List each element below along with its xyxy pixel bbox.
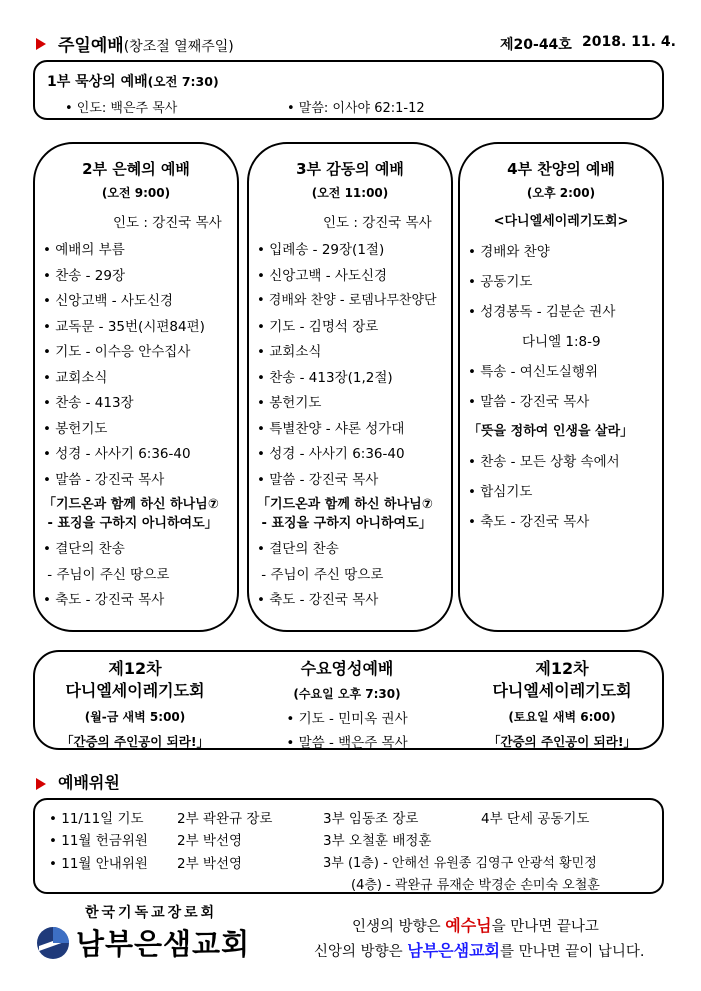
list-item: • 말씀 - 강진국 목사 bbox=[43, 471, 165, 488]
committee-cell: 3부 오철훈 배정훈 bbox=[323, 833, 432, 849]
list-item: • 찬송 - 29장 bbox=[43, 267, 126, 284]
sermon-title-line2: - 표징을 구하지 아니하여도」 bbox=[257, 516, 432, 531]
service4-box bbox=[458, 142, 664, 632]
list-item: • 봉헌기도 bbox=[43, 420, 108, 437]
list-item: • 찬송 - 413장 bbox=[43, 395, 134, 411]
header-title-group bbox=[58, 31, 234, 56]
list-item: • 결단의 찬송 bbox=[257, 541, 339, 557]
list-item: • 교독문 - 35번(시편84편) bbox=[43, 318, 205, 335]
list-item: • 경배와 찬양 - 로뎀나무찬양단 bbox=[257, 293, 437, 308]
committee-box bbox=[33, 798, 664, 894]
committee-cell: 2부 박선영 bbox=[177, 856, 243, 872]
list-item: - 주님이 주신 땅으로 bbox=[43, 566, 170, 583]
list-item: • 축도 - 강진국 목사 bbox=[257, 592, 379, 608]
motto-text: 인생의 방향은 bbox=[352, 919, 446, 935]
list-item: • 축도 - 강진국 목사 bbox=[468, 514, 590, 530]
committee-bullet bbox=[36, 775, 46, 794]
motto-highlight-jesus: 예수님 bbox=[445, 916, 492, 935]
committee-cell: • 11월 헌금위원 bbox=[49, 833, 148, 849]
sermon-title-line1: 「기드온과 함께 하신 하나님⑦ bbox=[257, 497, 433, 512]
midweek-center-sermon: • 말씀 - 백은주 목사 bbox=[286, 735, 408, 751]
list-item: • 말씀 - 강진국 목사 bbox=[257, 471, 379, 488]
committee-cell: 3부 (1층) - 안해선 유원종 김영구 안광석 황민정 bbox=[323, 856, 597, 871]
committee-cell: 2부 박선영 bbox=[177, 833, 243, 849]
midweek-right-title2: 다니엘세이레기도회 bbox=[492, 681, 632, 700]
list-item: • 결단의 찬송 bbox=[43, 541, 125, 557]
committee-cell: 3부 임동조 장로 bbox=[323, 811, 419, 827]
list-item: • 신앙고백 - 사도신경 bbox=[43, 293, 174, 309]
list-item: • 특별찬양 - 샤론 성가대 bbox=[257, 420, 405, 437]
midweek-right bbox=[467, 658, 657, 750]
service1-heading bbox=[47, 71, 219, 91]
page-subtitle: (창조절 열째주일) bbox=[123, 39, 234, 55]
list-item: • 기도 - 이수응 안수집사 bbox=[43, 344, 191, 360]
midweek-left-time: (월-금 새벽 5:00) bbox=[84, 710, 186, 724]
triangle-icon bbox=[36, 38, 46, 50]
midweek-left-theme: 「간증의 주인공이 되라!」 bbox=[60, 734, 210, 749]
motto-text: 를 만나면 끝이 납니다. bbox=[500, 944, 645, 960]
list-item: • 말씀 - 강진국 목사 bbox=[468, 394, 590, 410]
motto-line-2 bbox=[314, 938, 645, 961]
issue-date: 2018. 11. 4. bbox=[582, 34, 676, 50]
service1-time: (오전 7:30) bbox=[147, 74, 219, 89]
service3-order bbox=[257, 238, 447, 614]
service2-leader: 인도 : 강진국 목사 bbox=[113, 215, 222, 231]
service2-box bbox=[33, 142, 239, 632]
midweek-left-title1: 제12차 bbox=[108, 659, 162, 678]
committee-cell: • 11월 안내위원 bbox=[49, 856, 148, 872]
midweek-center-prayer: • 기도 - 민미옥 권사 bbox=[286, 711, 408, 727]
header-bullet bbox=[36, 35, 46, 54]
list-item: • 성경 - 사사기 6:36-40 bbox=[257, 446, 405, 462]
committee-cell: 2부 곽완규 장로 bbox=[177, 811, 273, 827]
service1-leader: • 인도: 백은주 목사 bbox=[65, 101, 178, 116]
list-item: • 신앙고백 - 사도신경 bbox=[257, 267, 388, 284]
church-logo-icon bbox=[36, 926, 70, 964]
midweek-right-title1: 제12차 bbox=[535, 659, 589, 678]
list-item: • 경배와 찬양 bbox=[468, 244, 550, 260]
committee-cell: • 11/11일 기도 bbox=[49, 811, 144, 827]
motto-line-1 bbox=[352, 913, 599, 936]
list-item: • 예배의 부름 bbox=[43, 242, 125, 258]
list-item: • 성경 - 사사기 6:36-40 bbox=[43, 446, 191, 462]
service3-title: 3부 감동의 예배 bbox=[296, 160, 404, 178]
list-item: • 성경봉독 - 김분순 권사 bbox=[468, 304, 616, 320]
denomination-name: 한국기독교장로회 bbox=[85, 905, 218, 921]
list-item: • 축도 - 강진국 목사 bbox=[43, 592, 165, 608]
list-item: - 주님이 주신 땅으로 bbox=[257, 566, 384, 583]
midweek-center bbox=[257, 658, 437, 751]
list-item: • 합심기도 bbox=[468, 484, 533, 500]
list-item: • 찬송 - 모든 상황 속에서 bbox=[468, 454, 620, 470]
list-item: • 교회소식 bbox=[257, 344, 322, 360]
midweek-center-time: (수요일 오후 7:30) bbox=[293, 687, 401, 701]
sermon-title: 「뜻을 정하여 인생을 살라」 bbox=[468, 424, 634, 439]
list-item: 다니엘 1:8-9 bbox=[522, 334, 601, 350]
motto-text: 을 만나면 끝나고 bbox=[491, 919, 599, 935]
list-item: • 기도 - 김명석 장로 bbox=[257, 318, 379, 335]
triangle-icon bbox=[36, 778, 46, 790]
midweek-center-title: 수요영성예배 bbox=[300, 659, 394, 678]
motto-text: 신앙의 방향은 bbox=[314, 944, 408, 960]
list-item: • 봉헌기도 bbox=[257, 395, 322, 411]
list-item: • 입례송 - 29장(1절) bbox=[257, 242, 385, 258]
service1-title: 1부 묵상의 예배 bbox=[47, 74, 148, 90]
midweek-right-theme: 「간증의 주인공이 되라!」 bbox=[487, 734, 637, 749]
motto-highlight-church: 남부은샘교회 bbox=[407, 941, 501, 960]
service4-title: 4부 찬양의 예배 bbox=[507, 160, 615, 178]
service3-leader: 인도 : 강진국 목사 bbox=[323, 215, 432, 231]
church-name: 남부은샘교회 bbox=[76, 927, 251, 961]
service2-order bbox=[43, 238, 233, 614]
service1-box bbox=[33, 60, 664, 120]
midweek-right-time: (토요일 새벽 6:00) bbox=[508, 710, 616, 724]
committee-cell: 4부 단세 공동기도 bbox=[481, 811, 590, 827]
sermon-title-line2: - 표징을 구하지 아니하여도」 bbox=[43, 516, 218, 531]
midweek-left-title2: 다니엘세이레기도회 bbox=[65, 681, 205, 700]
service1-sermon: • 말씀: 이사야 62:1-12 bbox=[287, 101, 425, 116]
sermon-title-line1: 「기드온과 함께 하신 하나님⑦ bbox=[43, 497, 219, 512]
service3-time: (오전 11:00) bbox=[311, 186, 389, 200]
issue-number: 제20-44호 bbox=[500, 37, 572, 53]
service4-time: (오후 2:00) bbox=[526, 186, 596, 200]
service2-title: 2부 은혜의 예배 bbox=[82, 160, 190, 178]
list-item: • 특송 - 여신도실행위 bbox=[468, 364, 599, 380]
committee-row-4: (4층) - 곽완규 류재순 박경순 손미숙 오철훈 bbox=[351, 878, 600, 893]
midweek-left bbox=[45, 658, 225, 750]
committee-title: 예배위원 bbox=[58, 773, 120, 792]
service4-leader: <다니엘세이레기도회> bbox=[493, 214, 629, 229]
service2-time: (오전 9:00) bbox=[101, 186, 171, 200]
midweek-box bbox=[33, 650, 664, 750]
list-item: • 교회소식 bbox=[43, 369, 108, 386]
list-item: • 찬송 - 413장(1,2절) bbox=[257, 369, 393, 386]
service4-order bbox=[468, 240, 658, 540]
service3-box bbox=[247, 142, 453, 632]
page-title: 주일예배 bbox=[58, 36, 124, 56]
list-item: • 공동기도 bbox=[468, 274, 533, 290]
